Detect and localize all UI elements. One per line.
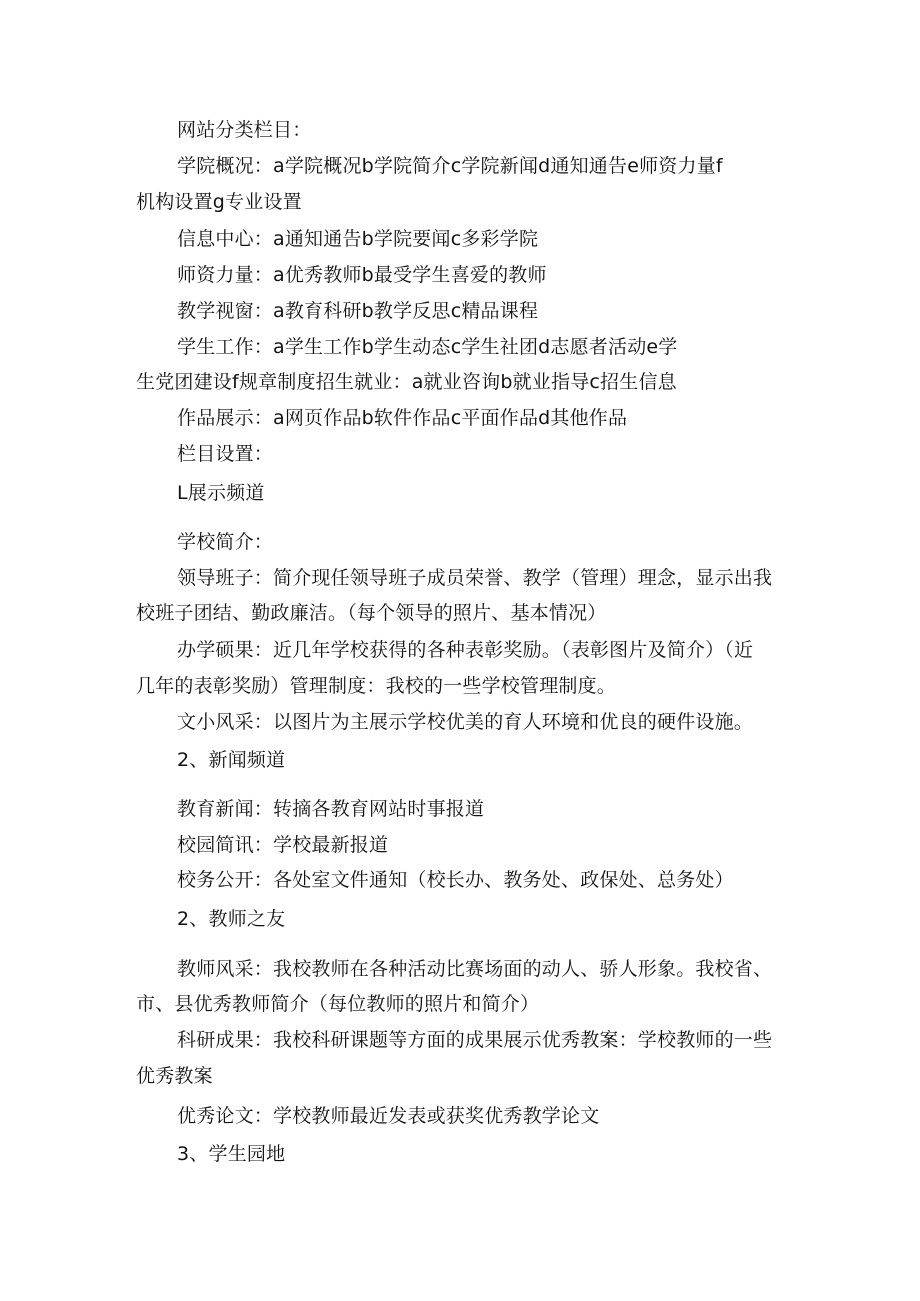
text-line: 校园简讯：学校最新报道 bbox=[177, 834, 389, 856]
text-line: 教育新闻：转摘各教育网站时事报道 bbox=[177, 798, 485, 820]
text-line: 校班子团结、勤政廉洁。（每个领导的照片、基本情况） bbox=[136, 602, 607, 624]
text-line: 文小风采：以图片为主展示学校优美的育人环境和优良的硬件设施。 bbox=[177, 711, 754, 733]
text-line: 教师风采：我校教师在各种活动比赛场面的动人、骄人形象。我校省、 bbox=[177, 958, 773, 980]
text-line: 办学硕果：近几年学校获得的各种表彰奖励。（表彰图片及简介）（近 bbox=[177, 639, 754, 661]
text-line: 生党团建设f规章制度招生就业：a就业咨询b就业指导c招生信息 bbox=[136, 371, 677, 393]
section-heading: 2、教师之友 bbox=[177, 908, 286, 930]
text-line: 市、县优秀教师简介（每位教师的照片和简介） bbox=[136, 993, 540, 1015]
text-line: 学校简介： bbox=[177, 531, 274, 553]
text-line: 优秀论文：学校教师最近发表或获奖优秀教学论文 bbox=[177, 1105, 600, 1127]
text-line: 师资力量：a优秀教师b最受学生喜爱的教师 bbox=[177, 264, 547, 286]
text-line: 校务公开：各处室文件通知（校长办、教务处、政保处、总务处） bbox=[177, 869, 734, 891]
text-line: 作品展示：a网页作品b软件作品c平面作品d其他作品 bbox=[177, 407, 628, 429]
section-heading: 2、新闻频道 bbox=[177, 749, 286, 771]
text-line: 科研成果：我校科研课题等方面的成果展示优秀教案：学校教师的一些 bbox=[177, 1029, 773, 1051]
section-heading: 3、学生园地 bbox=[177, 1143, 286, 1165]
text-line: 信息中心：a通知通告b学院要闻c多彩学院 bbox=[177, 228, 539, 250]
text-line: 学生工作：a学生工作b学生动态c学生社团d志愿者活动e学 bbox=[177, 336, 678, 358]
text-line: 网站分类栏目： bbox=[177, 119, 312, 141]
text-line: 栏目设置： bbox=[177, 443, 274, 465]
section-heading: L展示频道 bbox=[177, 482, 265, 504]
text-line: 优秀教案 bbox=[136, 1065, 213, 1087]
text-line: 学院概况：a学院概况b学院简介c学院新闻d通知通告e师资力量f bbox=[177, 155, 723, 177]
text-line: 几年的表彰奖励）管理制度：我校的一些学校管理制度。 bbox=[136, 675, 617, 697]
text-line: 领导班子：简介现任领导班子成员荣誉、教学（管理）理念，显示出我 bbox=[177, 567, 773, 589]
text-line: 教学视窗：a教育科研b教学反思c精品课程 bbox=[177, 300, 539, 322]
text-line: 机构设置g专业设置 bbox=[136, 191, 302, 213]
